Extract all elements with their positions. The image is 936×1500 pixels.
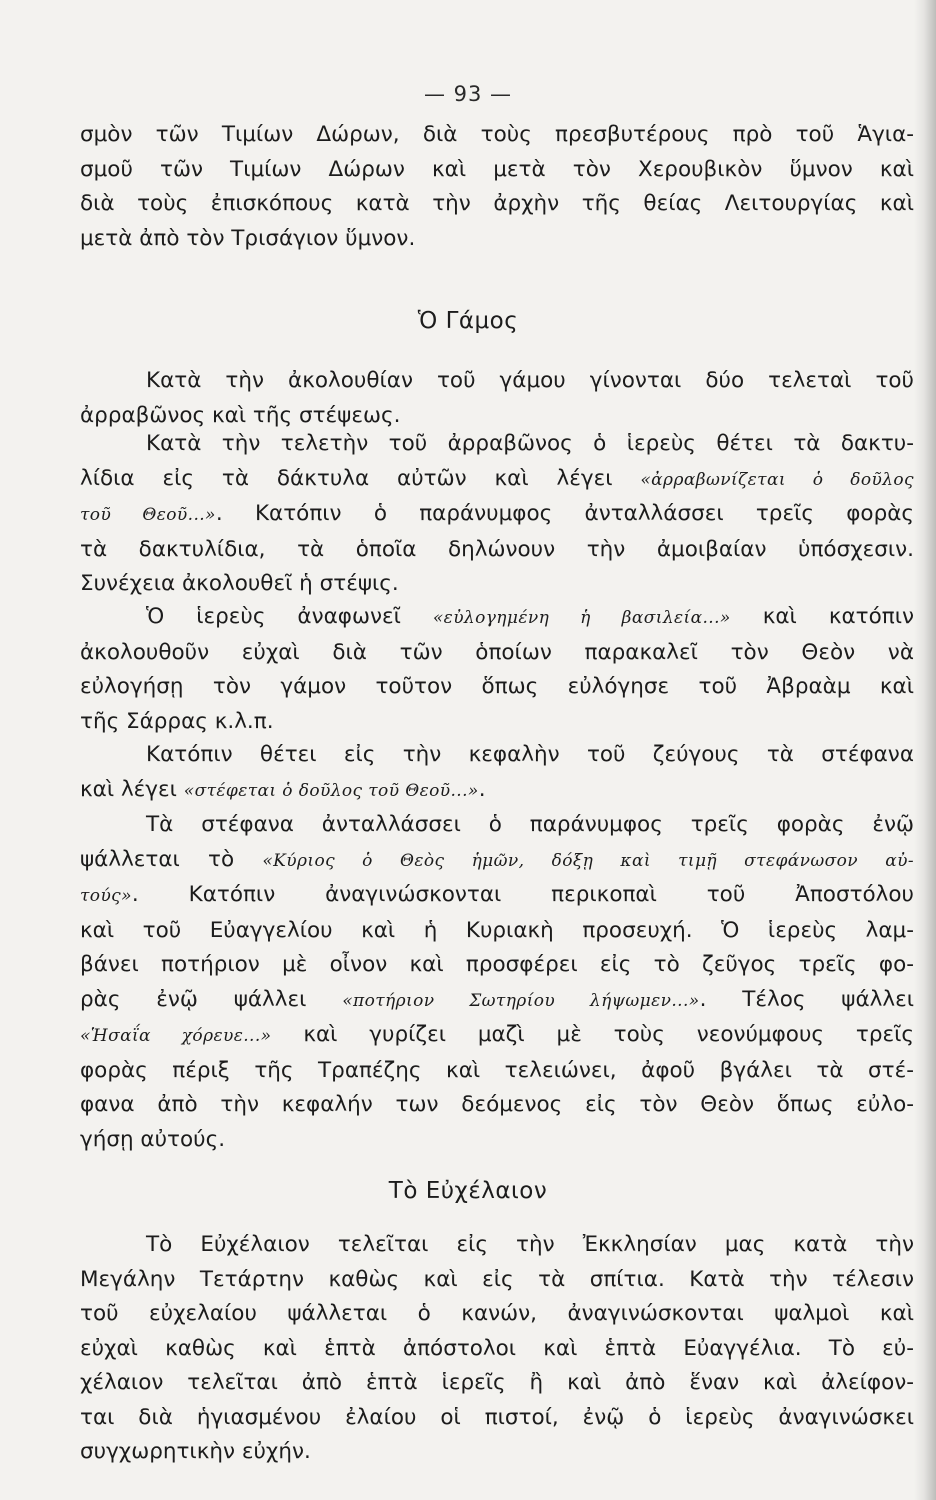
liturgical-quote: τούς» <box>80 886 132 906</box>
text-segment: καὶ λέγει <box>80 776 184 802</box>
text-line: Τὰ στέφανα ἀνταλλάσσει ὁ παράνυμφος τρεῖς φορὰς ἐνῷ <box>146 812 914 837</box>
text-line: ται διὰ ἡγιασμένου ἐλαίου οἱ πιστοί, ἐνῷ ὁ ἱερεὺς ἀναγινώσκει <box>80 1404 914 1430</box>
text-line: συγχωρητικὴν εὐχήν. <box>80 1439 311 1464</box>
text-segment: καὶ γυρίζει μαζὶ μὲ τοὺς νεονύμφους τρεῖς <box>271 1022 914 1047</box>
text-line <box>80 983 914 1019</box>
text-line <box>80 843 914 879</box>
text-segment: ρὰς ἐνῷ ψάλλει <box>80 986 343 1012</box>
marriage-paragraph-3 <box>80 600 914 739</box>
text-line: εὐχαὶ καθὼς καὶ ἑπτὰ ἀπόστολοι καὶ ἑπτὰ Εὐαγγέλια. Τὸ εὐ- <box>80 1335 914 1361</box>
text-line: φανα ἀπὸ τὴν κεφαλήν των δεόμενος εἰς τὸν Θεὸν ὅπως εὐλο- <box>80 1092 914 1117</box>
intro-paragraph <box>80 118 914 256</box>
marriage-paragraph-2 <box>80 427 914 602</box>
marriage-paragraph-4 <box>80 738 914 808</box>
section-heading-unction: Τὸ Εὐχέλαιον <box>388 1178 548 1204</box>
text-line: διὰ τοὺς ἐπισκόπους κατὰ τὴν ἀρχὴν τῆς θείας Λειτουργίας καὶ <box>80 191 914 216</box>
text-line: εὐλογήσῃ τὸν γάμον τοῦτον ὅπως εὐλόγησε τοῦ Ἀβραὰμ καὶ <box>80 674 914 699</box>
text-line: Τὸ Εὐχέλαιον τελεῖται εἰς τὴν Ἐκκλησίαν μας κατὰ τὴν <box>146 1232 914 1257</box>
text-segment: . <box>478 776 486 802</box>
page-binding-shadow <box>914 0 936 1500</box>
text-line: ἀρραβῶνος καὶ τῆς στέψεως. <box>80 402 401 428</box>
text-line <box>80 600 914 636</box>
text-line <box>80 878 914 914</box>
liturgical-quote: «ποτήριον Σωτηρίου λήψωμεν...» <box>342 990 700 1011</box>
text-line: ἀκολουθοῦν εὐχαὶ διὰ τῶν ὁποίων παρακαλεῖ τὸν Θεὸν νὰ <box>80 639 914 665</box>
text-line: Κατὰ τὴν τελετὴν τοῦ ἀρραβῶνος ὁ ἱερεὺς θέτει τὰ δακτυ- <box>146 431 914 456</box>
text-line <box>80 773 914 809</box>
liturgical-quote: «Κύριος ὁ Θεὸς ἡμῶν, δόξῃ καὶ τιμῇ στεφάνωσον αὐ- <box>262 850 914 871</box>
text-line <box>80 462 914 498</box>
text-line <box>80 1018 914 1054</box>
text-line: Μεγάλην Τετάρτην καθὼς καὶ εἰς τὰ σπίτια. Κατὰ τὴν τέλεσιν <box>80 1266 914 1292</box>
marriage-paragraph-5 <box>80 808 914 1157</box>
text-segment: Ὁ ἱερεὺς ἀναφωνεῖ <box>146 604 433 629</box>
text-segment: . Τέλος ψάλλει <box>699 986 915 1012</box>
text-line: σμὸν τῶν Τιμίων Δώρων, διὰ τοὺς πρεσβυτέρους πρὸ τοῦ Ἁγια- <box>80 122 914 147</box>
text-segment: καὶ κατόπιν <box>730 604 914 629</box>
text-line: τοῦ εὐχελαίου ψάλλεται ὁ κανών, ἀναγινώσκονται ψαλμοὶ καὶ <box>80 1301 914 1326</box>
text-line: βάνει ποτήριον μὲ οἶνον καὶ προσφέρει εἰς τὸ ζεῦγος τρεῖς φο- <box>80 952 914 977</box>
text-line: Συνέχεια ἀκολουθεῖ ἡ στέψις. <box>80 571 399 596</box>
text-line: σμοῦ τῶν Τιμίων Δώρων καὶ μετὰ τὸν Χερουβικὸν ὕμνον καὶ <box>80 156 914 182</box>
liturgical-quote: τοῦ Θεοῦ...» <box>80 505 216 525</box>
text-line: γήσῃ αὐτούς. <box>80 1126 226 1152</box>
unction-paragraph <box>80 1228 914 1470</box>
text-segment: . Κατόπιν ἀναγινώσκονται περικοπαὶ τοῦ Ἀποστόλου <box>131 882 914 907</box>
liturgical-quote: «στέφεται ὁ δοῦλος τοῦ Θεοῦ...» <box>183 780 479 801</box>
text-line: καὶ τοῦ Εὐαγγελίου καὶ ἡ Κυριακὴ προσευχή. Ὁ ἱερεὺς λαμ- <box>80 917 914 943</box>
text-line: μετὰ ἀπὸ τὸν Τρισάγιον ὕμνον. <box>80 225 416 251</box>
text-segment: ψάλλεται τὸ <box>80 846 263 872</box>
text-line: φορὰς πέριξ τῆς Τραπέζης καὶ τελειώνει, ἀφοῦ βγάλει τὰ στέ- <box>80 1057 914 1083</box>
text-line: Κατόπιν θέτει εἰς τὴν κεφαλὴν τοῦ ζεύγους τὰ στέφανα <box>146 742 914 767</box>
text-line: Κατὰ τὴν ἀκολουθίαν τοῦ γάμου γίνονται δύο τελεταὶ τοῦ <box>146 368 914 393</box>
text-segment: λίδια εἰς τὰ δάκτυλα αὐτῶν καὶ λέγει <box>80 465 641 491</box>
liturgical-quote: «εὐλογημένη ἡ βασιλεία...» <box>432 608 731 628</box>
text-segment: . Κατόπιν ὁ παράνυμφος ἀνταλλάσσει τρεῖς φορὰς <box>215 501 915 526</box>
text-line: τὰ δακτυλίδια, τὰ ὁποῖα δηλώνουν τὴν ἀμοιβαίαν ὑπόσχεσιν. <box>80 536 914 562</box>
liturgical-quote: «ἀρραβωνίζεται ὁ δοῦλος <box>640 469 914 490</box>
liturgical-quote: «Ἡσαΐα χόρευε...» <box>80 1026 272 1046</box>
text-line <box>80 497 914 533</box>
page-number: — 93 — <box>423 82 513 106</box>
text-line: χέλαιον τελεῖται ἀπὸ ἑπτὰ ἱερεῖς ἢ καὶ ἀπὸ ἕναν καὶ ἀλείφον- <box>80 1370 914 1395</box>
marriage-paragraph-1 <box>80 364 914 433</box>
section-heading-marriage: Ὁ Γάμος <box>417 308 519 334</box>
text-line: τῆς Σάρρας κ.λ.π. <box>80 708 274 734</box>
